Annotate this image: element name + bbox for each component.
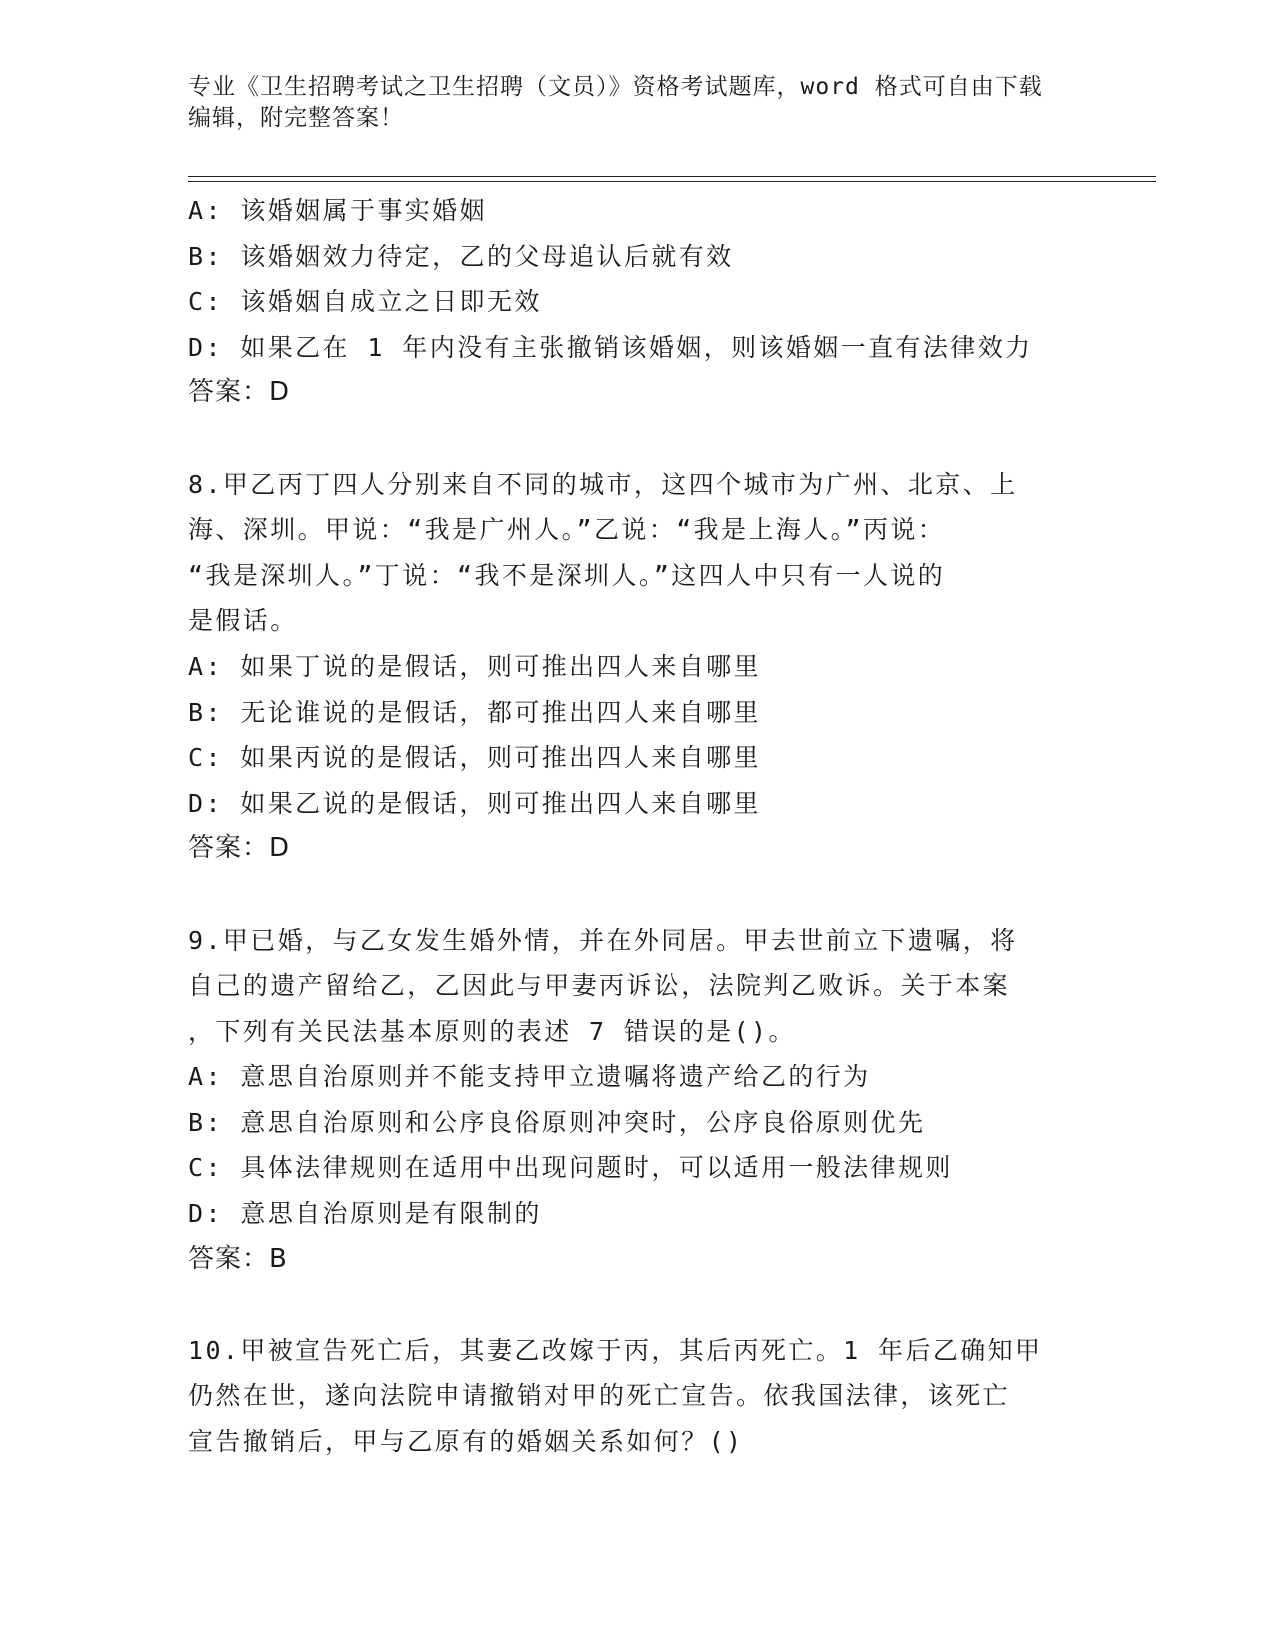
option-a: A: 该婚姻属于事实婚姻 <box>188 196 487 225</box>
question-stem-line: “我是深圳人。”丁说：“我不是深圳人。”这四人中只有一人说的 <box>188 560 946 590</box>
header-divider-top <box>188 176 1156 177</box>
option-c: C: 如果丙说的是假话，则可推出四人来自哪里 <box>188 743 761 773</box>
question-stem-line: 是假话。 <box>188 606 298 636</box>
question-stem-line: ，下列有关民法基本原则的表述 7 错误的是()。 <box>188 1016 796 1046</box>
option-b: B: 无论谁说的是假话，都可推出四人来自哪里 <box>188 697 761 727</box>
option-a: A: 如果丁说的是假话，则可推出四人来自哪里 <box>188 651 761 681</box>
option-c: C: 该婚姻自成立之日即无效 <box>188 287 542 317</box>
question-stem-line: 仍然在世，遂向法院申请撤销对甲的死亡宣告。依我国法律，该死亡 <box>188 1381 1011 1411</box>
question-8 <box>188 462 1078 872</box>
option-b: B: 意思自治原则和公序良俗原则冲突时，公序良俗原则优先 <box>188 1107 926 1137</box>
answer: 答案：B <box>188 1243 288 1274</box>
question-9 <box>188 918 1078 1283</box>
answer: 答案：D <box>188 833 291 864</box>
question-stem-line: 自己的遗产留给乙，乙因此与甲妻丙诉讼，法院判乙败诉。关于本案 <box>188 971 1011 1001</box>
header-divider-bottom <box>188 181 1156 182</box>
document-header <box>188 72 1068 134</box>
question-content <box>188 188 1078 1465</box>
option-a: A: 意思自治原则并不能支持甲立遗嘱将遗产给乙的行为 <box>188 1062 871 1092</box>
question-stem-line: 宣告撤销后，甲与乙原有的婚姻关系如何？() <box>188 1427 744 1457</box>
question-10 <box>188 1328 1078 1465</box>
option-b: B: 该婚姻效力待定，乙的父母追认后就有效 <box>188 241 734 271</box>
header-line-2: 编辑，附完整答案！ <box>188 105 404 131</box>
option-d: D: 如果乙说的是假话，则可推出四人来自哪里 <box>188 788 761 818</box>
question-7 <box>188 188 1078 416</box>
question-stem-line: 9.甲已婚，与乙女发生婚外情，并在外同居。甲去世前立下遗嘱，将 <box>188 925 1018 955</box>
question-stem-line: 8.甲乙丙丁四人分别来自不同的城市，这四个城市为广州、北京、上 <box>188 469 1018 499</box>
question-stem-line: 海、深圳。甲说：“我是广州人。”乙说：“我是上海人。”丙说： <box>188 515 946 545</box>
option-d: D: 如果乙在 1 年内没有主张撤销该婚姻，则该婚姻一直有法律效力 <box>188 332 1033 362</box>
option-c: C: 具体法律规则在适用中出现问题时，可以适用一般法律规则 <box>188 1153 953 1183</box>
spacer <box>188 872 1078 918</box>
spacer <box>188 1282 1078 1328</box>
answer: 答案：D <box>188 377 291 408</box>
option-d: D: 意思自治原则是有限制的 <box>188 1199 542 1229</box>
spacer <box>188 416 1078 462</box>
question-stem-line: 10.甲被宣告死亡后，其妻乙改嫁于丙，其后丙死亡。1 年后乙确知甲 <box>188 1335 1043 1365</box>
header-line-1: 专业《卫生招聘考试之卫生招聘（文员）》资格考试题库，word 格式可自由下载 <box>188 74 1043 100</box>
